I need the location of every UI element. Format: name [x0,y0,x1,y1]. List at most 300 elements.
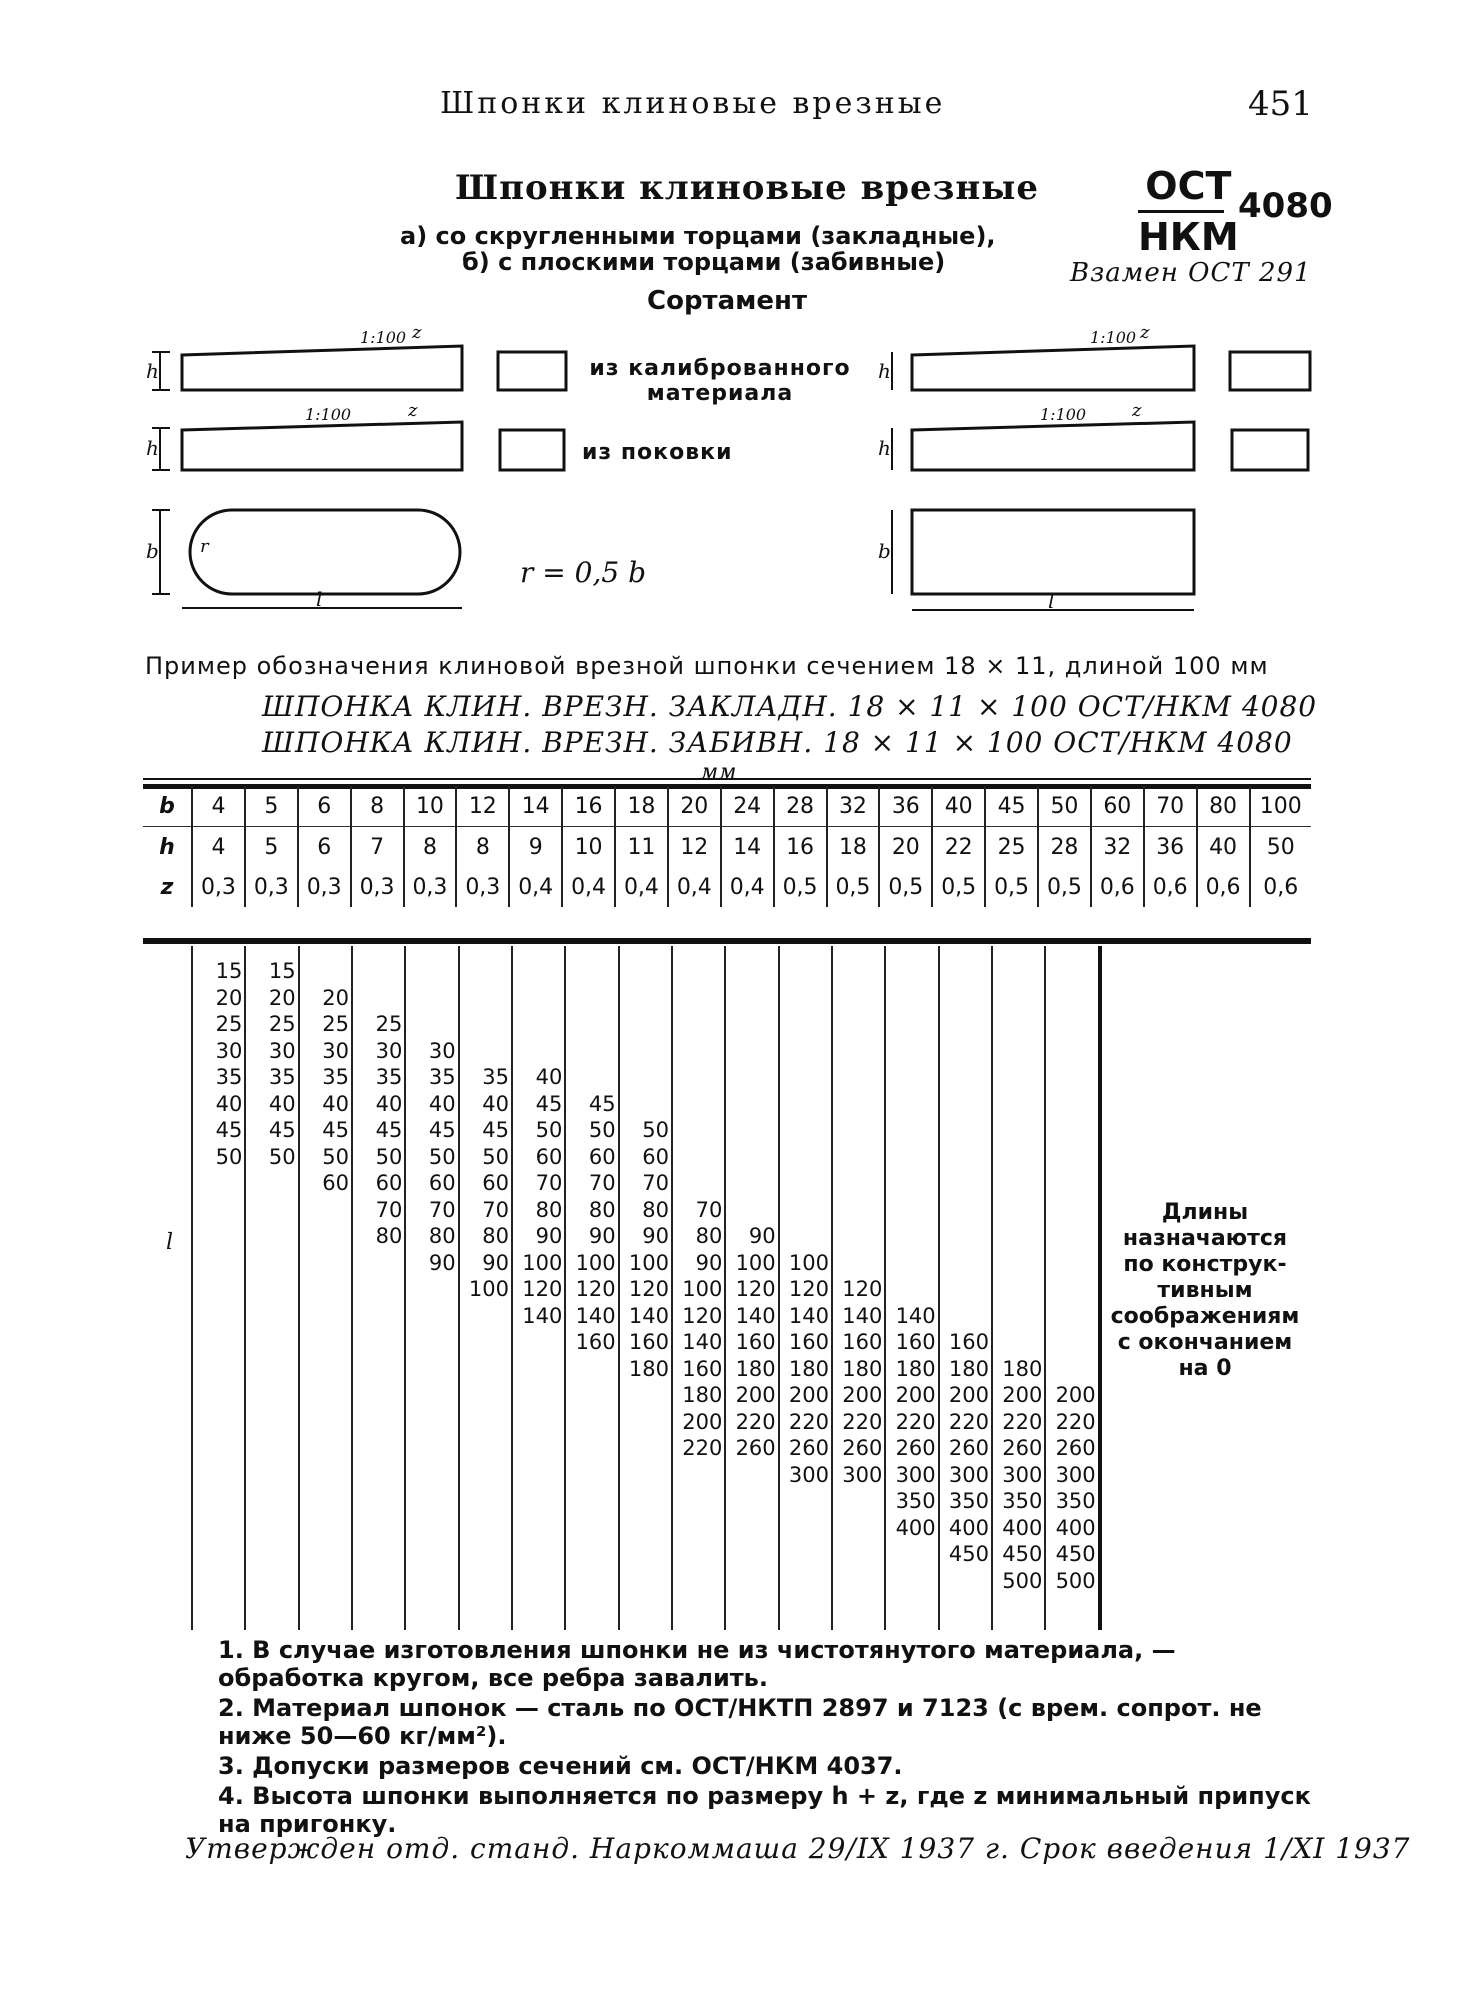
length-value: 70 [428,1197,456,1222]
length-value: 80 [695,1224,723,1248]
length-value: 35 [482,1065,509,1089]
dim-z-2: z [408,400,418,421]
length-value: 40 [215,1091,243,1116]
length-value: 200 [1055,1383,1096,1407]
length-value: 40 [322,1091,349,1116]
length-value: 160 [895,1330,936,1354]
table-cell-z: 0,5 [932,867,985,907]
label-forging: из поковки [582,440,733,465]
length-value: 140 [895,1303,936,1328]
length-value: 120 [628,1277,669,1301]
length-value: 40 [535,1065,563,1089]
length-column [458,946,513,1630]
length-value: 45 [428,1118,456,1142]
table-cell-z: 0,5 [774,867,827,907]
length-column [404,946,459,1630]
length-value: 25 [215,1012,243,1036]
length-value: 200 [735,1383,776,1407]
slope-label-2: 1:100 [305,405,352,424]
drawing-calibrated-flat-side [892,346,1194,390]
table-cell-h: 12 [668,827,721,868]
length-value: 60 [588,1144,616,1169]
lengths-note-line: Длины [1161,1200,1249,1225]
table-cell-b: 6 [298,786,351,827]
table-cell-h: 4 [192,827,245,868]
length-column [618,946,673,1630]
table-top-rule-thin [143,778,1311,780]
running-title: Шпонки клиновые врезные [440,86,946,121]
length-value: 80 [482,1224,509,1248]
length-value: 45 [482,1118,509,1142]
table-row-b [143,786,1311,827]
length-column [991,946,1046,1630]
length-value: 50 [375,1144,403,1169]
standard-code: 4080 [1238,186,1333,226]
length-value: 40 [375,1091,403,1116]
table-cell-b: 80 [1197,786,1250,827]
length-column [724,946,779,1630]
length-value: 70 [375,1197,403,1222]
length-value: 20 [215,985,243,1010]
length-value: 260 [1002,1436,1043,1460]
length-value: 260 [948,1436,989,1460]
label-calibrated-material: из калиброванного материала [589,356,851,406]
length-value: 50 [588,1118,616,1142]
length-value: 260 [1055,1436,1096,1460]
table-cell-h: 32 [1091,827,1144,868]
length-value: 90 [748,1224,776,1248]
subtitle-a: а) со скругленными торцами (закладные), [400,222,996,250]
length-value: 160 [682,1356,723,1381]
length-value: 30 [428,1038,456,1063]
length-value: 160 [628,1330,669,1354]
note-1: 1. В случае изготовления шпонки не из чистотянутого материала, — обработка кругом, все ребра завалить. [218,1636,1176,1692]
dim-h-3: h [878,359,891,383]
table-cell-h: 9 [509,827,562,868]
table-cell-b: 70 [1144,786,1197,827]
length-value: 40 [482,1091,509,1116]
length-value: 180 [842,1356,883,1381]
table-cell-z: 0,5 [985,867,1038,907]
table-cell-z: 0,3 [404,867,457,907]
table-cell-z: 0,6 [1091,867,1144,907]
length-column [511,946,566,1630]
length-value: 180 [948,1356,989,1381]
length-column [244,946,299,1630]
slope-label-1: 1:100 [360,328,407,347]
table-cell-b: 32 [827,786,880,827]
length-value: 260 [788,1436,829,1460]
length-value: 300 [895,1462,936,1487]
table-cell-h: 14 [721,827,774,868]
length-value: 25 [375,1012,403,1036]
length-value: 160 [735,1330,776,1354]
table-cell-z: 0,3 [245,867,298,907]
length-column [298,946,353,1630]
length-value: 220 [682,1436,723,1460]
notes-list [218,1636,1318,1840]
dim-z-3: z [1140,322,1150,343]
length-value: 220 [948,1409,989,1434]
length-value: 80 [428,1224,456,1248]
length-value: 140 [842,1303,883,1328]
section-calibrated-left [498,352,566,390]
row-label-l: l [166,1230,174,1255]
table-mid-rule [143,938,1311,944]
length-value: 80 [375,1224,403,1248]
table-cell-h: 6 [298,827,351,868]
length-value: 350 [948,1489,989,1513]
length-value: 200 [682,1409,723,1434]
length-value: 45 [535,1091,563,1116]
length-value: 300 [1002,1462,1043,1487]
length-value: 50 [268,1144,296,1169]
table-cell-h: 8 [456,827,509,868]
length-value: 450 [1002,1542,1043,1566]
length-value: 80 [588,1197,616,1222]
table-cell-h: 11 [615,827,668,868]
length-value: 120 [788,1277,829,1301]
length-value: 50 [322,1144,349,1169]
length-value: 400 [1002,1515,1043,1540]
table-cell-h: 40 [1197,827,1250,868]
length-value: 35 [428,1065,456,1089]
slope-label-4: 1:100 [1040,405,1087,424]
lengths-note-line: соображениям [1110,1304,1300,1329]
table-cell-b: 100 [1250,786,1312,827]
table-cell-b: 60 [1091,786,1144,827]
length-value: 45 [215,1118,243,1142]
length-value: 50 [215,1144,243,1169]
length-value: 220 [788,1409,829,1434]
length-value: 30 [322,1038,349,1063]
table-cell-z: 0,6 [1250,867,1312,907]
length-value: 30 [268,1038,296,1063]
radius-note: r = 0,5 b [520,556,646,589]
length-value: 220 [842,1409,883,1434]
length-value: 70 [642,1171,669,1195]
length-value: 180 [1002,1356,1043,1381]
length-value: 120 [842,1277,883,1301]
dim-l-2: l [1048,589,1055,613]
length-value: 40 [428,1091,456,1116]
length-value: 350 [1055,1489,1096,1513]
length-value: 450 [948,1542,989,1566]
length-column [351,946,406,1630]
length-value: 300 [948,1462,989,1487]
table-cell-b: 10 [404,786,457,827]
drawing-calibrated-rounded-side [152,346,462,390]
section-title: Сортамент [647,286,808,316]
table-cell-h: 25 [985,827,1038,868]
length-value: 140 [575,1303,616,1328]
length-value: 160 [788,1330,829,1354]
length-value: 100 [735,1250,776,1275]
length-value: 180 [788,1356,829,1381]
length-value: 260 [842,1436,883,1460]
row-label-b: b [143,786,192,827]
table-cell-b: 36 [879,786,932,827]
length-value: 35 [375,1065,403,1089]
length-value: 200 [895,1383,936,1407]
table-cell-h: 8 [404,827,457,868]
table-cell-b: 16 [562,786,615,827]
example-intro: Пример обозначения клиновой врезной шпонки сечением 18 × 11, длиной 100 мм [145,652,1269,680]
table-cell-z: 0,5 [879,867,932,907]
example-designation-2: ШПОНКА КЛИН. ВРЕЗН. ЗАБИВН. 18 × 11 × 100 ОСТ/НКМ 4080 [262,726,1293,759]
table-cell-h: 28 [1038,827,1091,868]
table-cell-z: 0,3 [351,867,404,907]
table-cell-z: 0,5 [827,867,880,907]
table-cell-h: 36 [1144,827,1197,868]
table-cell-b: 18 [615,786,668,827]
table-cell-h: 7 [351,827,404,868]
length-value: 140 [788,1303,829,1328]
length-value: 220 [895,1409,936,1434]
length-value: 40 [268,1091,296,1116]
length-value: 25 [322,1012,349,1036]
length-value: 260 [895,1436,936,1460]
table-cell-h: 10 [562,827,615,868]
length-value: 20 [322,985,349,1010]
key-drawings [0,0,1476,640]
example-designation-1: ШПОНКА КЛИН. ВРЕЗН. ЗАКЛАДН. 18 × 11 × 100 ОСТ/НКМ 4080 [262,690,1318,723]
length-value: 80 [642,1197,669,1222]
table-cell-z: 0,4 [721,867,774,907]
length-value: 35 [268,1065,296,1089]
standard-bottom: НКМ [1138,215,1239,259]
length-value: 50 [642,1118,669,1142]
length-value: 80 [535,1197,563,1222]
length-value: 350 [895,1489,936,1513]
length-value: 90 [695,1250,723,1275]
table-row-h [143,827,1311,868]
length-value: 100 [628,1250,669,1275]
document-title: Шпонки клиновые врезные [455,168,1039,208]
length-value: 200 [842,1383,883,1407]
section-forging-left [500,430,564,470]
lengths-note-line: по конструк- [1123,1252,1287,1277]
standard-top: ОСТ [1145,164,1232,208]
dim-l-1: l [316,587,323,611]
length-value: 35 [215,1065,243,1089]
replaces-note: Взамен ОСТ 291 [1070,258,1312,288]
length-value: 20 [268,985,296,1010]
table-cell-h: 16 [774,827,827,868]
length-value: 220 [1002,1409,1043,1434]
length-column [778,946,833,1630]
note-3: 3. Допуски размеров сечений см. ОСТ/НКМ 4037. [218,1752,903,1780]
length-value: 120 [575,1277,616,1301]
length-value: 450 [1055,1542,1096,1566]
table-cell-z: 0,3 [298,867,351,907]
length-value: 260 [735,1436,776,1460]
length-column [831,946,886,1630]
length-value: 200 [1002,1383,1043,1407]
length-value: 500 [1002,1568,1043,1593]
length-value: 90 [588,1224,616,1248]
length-value: 60 [322,1171,349,1195]
table-cell-b: 14 [509,786,562,827]
length-value: 15 [268,959,296,983]
drawing-flat-plan [892,510,1194,610]
section-forging-right [1232,430,1308,470]
length-value: 160 [842,1330,883,1354]
length-value: 70 [482,1197,509,1222]
table-cell-b: 24 [721,786,774,827]
dim-h-4: h [878,436,891,460]
length-value: 120 [522,1277,563,1301]
length-value: 45 [375,1118,403,1142]
lengths-note-line: назначаются [1122,1226,1288,1251]
table-row-z [143,867,1311,907]
length-column [884,946,939,1630]
length-value: 90 [535,1224,563,1248]
table-cell-b: 45 [985,786,1038,827]
table-cell-z: 0,4 [509,867,562,907]
subtitle-b: б) с плоскими торцами (забивные) [462,248,946,276]
length-value: 400 [895,1515,936,1540]
length-value: 90 [642,1224,669,1248]
drawing-forging-rounded-side [152,422,462,470]
lengths-note [1100,1200,1310,1382]
length-value: 200 [948,1383,989,1407]
table-cell-b: 5 [245,786,298,827]
dim-b-1: b [146,539,159,563]
length-value: 200 [788,1383,829,1407]
page-number: 451 [1248,84,1313,124]
length-value: 100 [682,1277,723,1301]
length-value: 300 [1055,1462,1096,1487]
table-cell-b: 20 [668,786,721,827]
table-cell-b: 12 [456,786,509,827]
table-cell-h: 20 [879,827,932,868]
dim-z-1: z [412,322,422,343]
dim-h-1: h [146,359,159,383]
length-value: 45 [588,1091,616,1116]
table-cell-z: 0,4 [562,867,615,907]
table-cell-h: 18 [827,827,880,868]
length-value: 70 [588,1171,616,1195]
length-value: 15 [215,959,243,983]
length-value: 100 [468,1277,509,1301]
length-column [938,946,993,1630]
length-value: 90 [428,1250,456,1275]
table-cell-z: 0,6 [1197,867,1250,907]
length-value: 400 [1055,1515,1096,1540]
table-cell-z: 0,3 [192,867,245,907]
slope-label-3: 1:100 [1090,328,1137,347]
table-cell-b: 50 [1038,786,1091,827]
table-cell-b: 4 [192,786,245,827]
length-value: 60 [642,1144,669,1169]
note-4: 4. Высота шпонки выполняется по размеру h + z, где z минимальный припуск на пригонку. [218,1782,1311,1838]
length-value: 30 [375,1038,403,1063]
length-value: 180 [895,1356,936,1381]
lengths-note-line: на 0 [1178,1356,1232,1381]
table-cell-z: 0,5 [1038,867,1091,907]
length-value: 500 [1055,1568,1096,1593]
length-value: 25 [268,1012,296,1036]
table-cell-z: 0,4 [668,867,721,907]
length-value: 300 [842,1462,883,1487]
length-value: 180 [735,1356,776,1381]
table-cell-z: 0,3 [456,867,509,907]
length-value: 30 [215,1038,243,1063]
length-value: 400 [948,1515,989,1540]
length-value: 220 [1055,1409,1096,1434]
row-label-z: z [160,874,174,900]
table-cell-b: 28 [774,786,827,827]
dimensions-table [143,786,1311,907]
length-column [671,946,726,1630]
length-value: 120 [735,1277,776,1301]
length-value: 140 [682,1330,723,1354]
length-value: 50 [428,1144,456,1169]
length-value: 120 [682,1303,723,1328]
length-value: 60 [428,1171,456,1195]
table-cell-b: 40 [932,786,985,827]
length-value: 160 [575,1330,616,1354]
approval-footer: Утвержден отд. станд. Наркоммаша 29/IX 1937 г. Срок введения 1/XI 1937 [185,1832,1411,1865]
length-value: 45 [268,1118,296,1142]
length-value: 300 [788,1462,829,1487]
dim-h-2: h [146,436,159,460]
length-value: 60 [482,1171,509,1195]
lengths-note-line: тивным [1157,1278,1253,1303]
dim-b-2: b [878,539,891,563]
length-value: 100 [575,1250,616,1275]
table-cell-h: 22 [932,827,985,868]
table-cell-h: 50 [1250,827,1312,868]
unit-label: мм [700,760,737,785]
length-value: 70 [535,1171,563,1195]
length-value: 140 [522,1303,563,1328]
table-cell-z: 0,4 [615,867,668,907]
note-2: 2. Материал шпонок — сталь по ОСТ/НКТП 2897 и 7123 (с врем. сопрот. не ниже 50—60 кг/мм²). [218,1694,1262,1750]
table-cell-z: 0,6 [1144,867,1197,907]
length-value: 50 [535,1118,563,1142]
length-value: 140 [628,1303,669,1328]
dim-r: r [200,536,209,557]
section-calibrated-right [1230,352,1310,390]
drawing-forging-flat-side [892,422,1194,470]
length-value: 350 [1002,1489,1043,1513]
drawing-rounded-plan [152,510,462,608]
length-column [564,946,619,1630]
row-label-h: h [159,834,175,860]
length-value: 45 [322,1118,349,1142]
length-value: 220 [735,1409,776,1434]
length-value: 90 [482,1250,509,1275]
length-column [1044,946,1099,1630]
length-value: 180 [682,1383,723,1407]
length-column [191,946,246,1630]
dim-z-4: z [1132,400,1142,421]
length-value: 100 [788,1250,829,1275]
length-value: 60 [375,1171,403,1195]
table-cell-b: 8 [351,786,404,827]
length-value: 160 [948,1330,989,1354]
length-value: 100 [522,1250,563,1275]
lengths-note-line: с окончанием [1117,1330,1293,1355]
length-value: 70 [695,1197,723,1222]
length-value: 50 [482,1144,509,1169]
length-value: 60 [535,1144,563,1169]
table-cell-h: 5 [245,827,298,868]
length-value: 140 [735,1303,776,1328]
length-value: 35 [322,1065,349,1089]
